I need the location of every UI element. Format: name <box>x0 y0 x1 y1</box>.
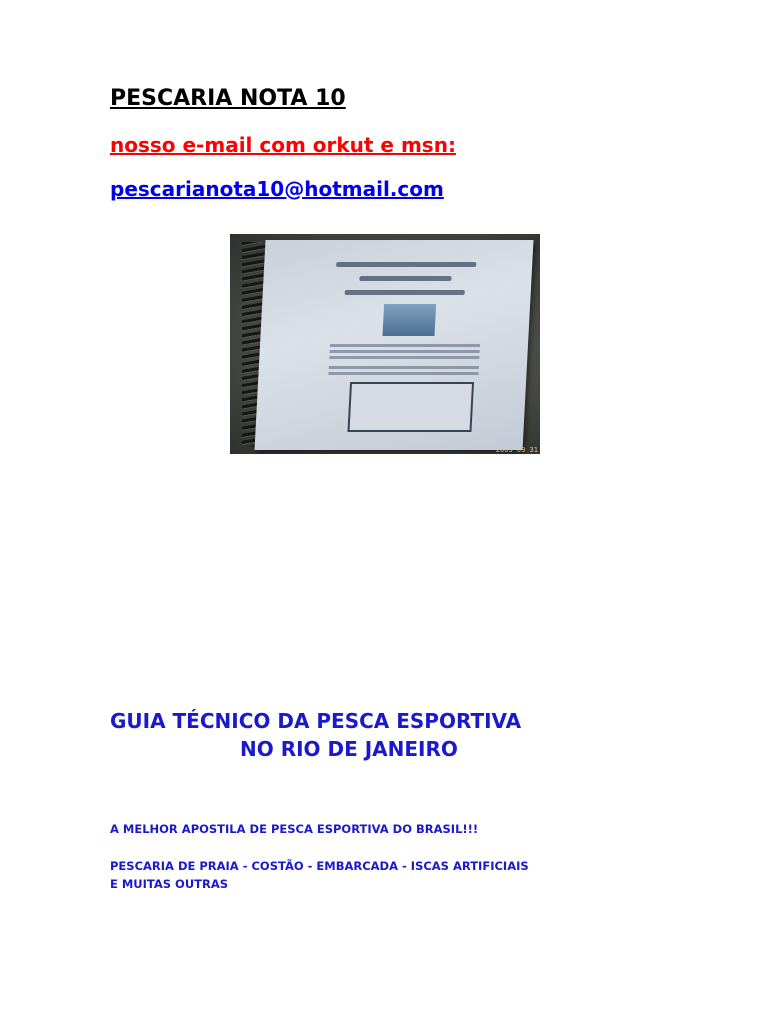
guide-title-line2: NO RIO DE JANEIRO <box>240 737 458 761</box>
photo-date-stamp: 2003 09 31 <box>495 446 538 454</box>
email-link[interactable]: pescarianota10@hotmail.com <box>110 177 444 201</box>
cover-text-line <box>329 366 479 369</box>
guide-cover-photo <box>230 234 540 454</box>
description-line2: E MUITAS OUTRAS <box>110 877 229 891</box>
guide-title <box>110 707 630 763</box>
description-line1: PESCARIA DE PRAIA - COSTÃO - EMBARCADA - ISCAS ARTIFICIAIS <box>110 859 529 873</box>
cover-title-line <box>345 290 465 295</box>
cover-title-line <box>359 276 451 281</box>
cover-text-line <box>329 356 479 359</box>
cover-text-line <box>330 350 480 353</box>
cover-text-line <box>328 372 478 375</box>
cover-title-line <box>336 262 476 267</box>
description <box>110 857 529 893</box>
cover-text-line <box>330 344 480 347</box>
page-title: PESCARIA NOTA 10 <box>110 86 346 111</box>
guide-title-line1: GUIA TÉCNICO DA PESCA ESPORTIVA <box>110 709 522 733</box>
tagline: A MELHOR APOSTILA DE PESCA ESPORTIVA DO BRASIL!!! <box>110 822 479 836</box>
contact-label: nosso e-mail com orkut e msn: <box>110 133 456 157</box>
booklet-cover <box>254 240 533 450</box>
cover-info-box <box>347 382 474 432</box>
cover-illustration <box>382 304 436 336</box>
